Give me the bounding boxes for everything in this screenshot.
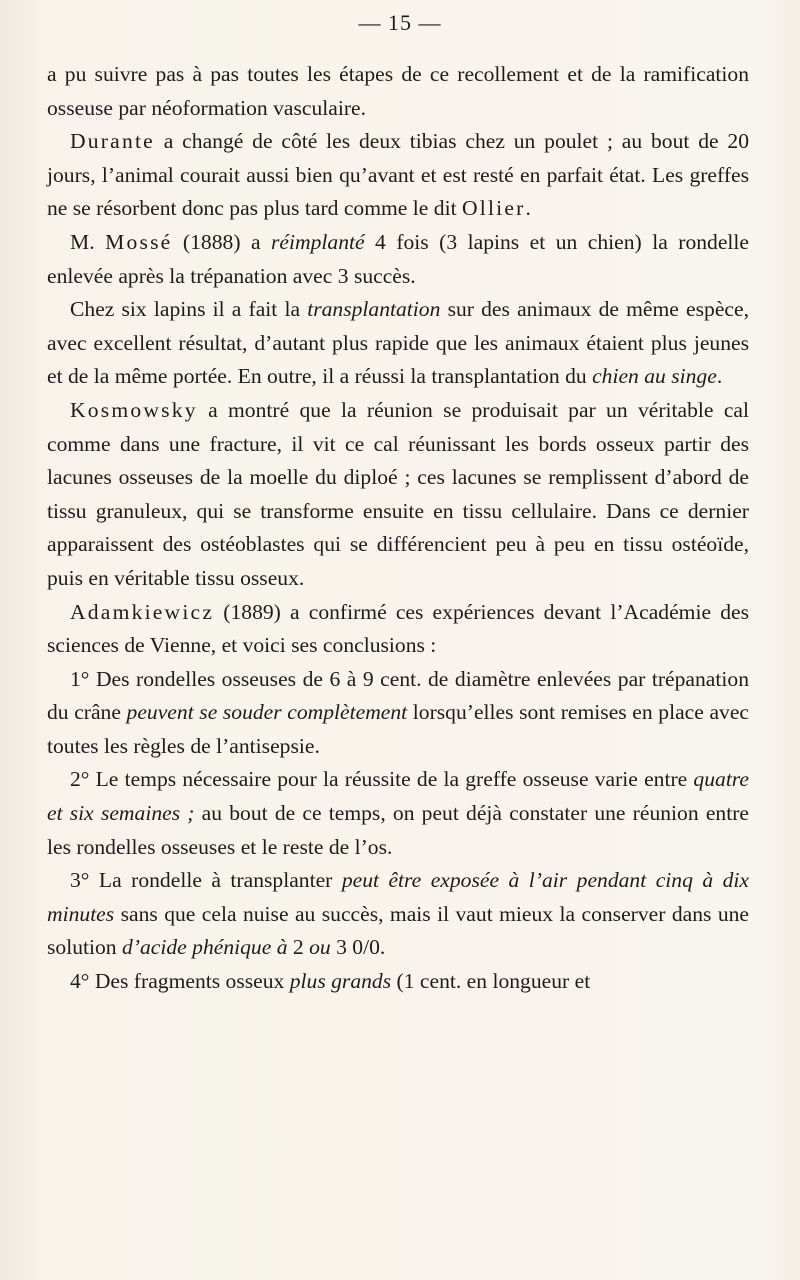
paragraph-6: Adamkiewicz (1889) a confirmé ces expériences devant l’Académie des sciences de Vienne, et voici ses conclusions : [47, 599, 749, 658]
paragraph-9: 3° La rondelle à transplanter peut être exposée à l’air pendant cinq à dix minutes sans que cela nuise au succès, mais il vaut mieux la conserver dans une solution d’acide phénique à 2 ou 3 0/0. [47, 868, 749, 960]
italic-term: d’acide phénique à [122, 935, 288, 960]
paragraph-3: M. Mossé (1888) a réimplanté 4 fois (3 lapins et un chien) la rondelle enlevée après la trépanation avec 3 succès. [47, 229, 750, 288]
paragraph-1: a pu suivre pas à pas toutes les étapes de ce recollement et de la ramification osseuse par néoformation vasculaire. [47, 62, 749, 120]
italic-term: réimplanté [271, 229, 365, 254]
italic-term: plus grands [289, 969, 392, 994]
paragraph-5: Kosmowsky a montré que la réunion se produisait par un véritable cal comme dans une fracture, il vit ce cal réunissant les bords osseux partir des lacunes osseuses de la moelle du diploé ; ces lacunes se remplissent d’abord de tissu granuleux, qui se transforme ensuite en tissu cellulaire. Dans ce dernier apparaissent des ostéoblastes qui se différencient peu à peu en tissu ostéoïde, puis en véritable tissu osseux. [47, 397, 749, 590]
author-name: Kosmowsky [70, 397, 198, 422]
italic-term: chien au singe [592, 364, 717, 389]
author-name: Durante [70, 129, 155, 154]
italic-term: transplantation [307, 297, 441, 322]
author-name: Adamkiewicz [70, 599, 215, 624]
page-number: — 15 — [358, 10, 442, 35]
paragraph-10: 4° Des fragments osseux plus grands (1 cent. en longueur et [70, 969, 591, 994]
paragraph-2: Durante a changé de côté les deux tibias chez un poulet ; au bout de 20 jours, l’animal courait aussi bien qu’avant et est resté en parfait état. Les greffes ne se résorbent donc pas plus tard comme le dit Ollier. [47, 129, 749, 221]
paragraph-8: 2° Le temps nécessaire pour la réussite de la greffe osseuse varie entre quatre et six semaines ; au bout de ce temps, on peut déjà constater une réunion entre les rondelles osseuses et le reste de l’os. [47, 767, 749, 859]
body-text [47, 58, 749, 999]
paragraph-4: Chez six lapins il a fait la transplantation sur des animaux de même espèce, avec excellent résultat, d’autant plus rapide que les animaux étaient plus jeunes et de la même portée. En outre, il a réussi la transplantation du chien au singe. [47, 297, 749, 389]
author-name: Ollier [461, 196, 526, 221]
italic-term: peut être exposée à l’air pendant cinq à dix minutes [47, 868, 749, 926]
italic-term: quatre et six semaines ; [47, 767, 749, 826]
italic-term: peuvent se souder complètement [126, 700, 408, 725]
paragraph-7: 1° Des rondelles osseuses de 6 à 9 cent. de diamètre enlevées par trépanation du crâne peuvent se souder complètement lorsqu’elles sont remises en place avec toutes les règles de l’antisepsie. [47, 666, 749, 758]
italic-term: ou [309, 935, 331, 960]
author-name: Mossé [105, 229, 173, 254]
